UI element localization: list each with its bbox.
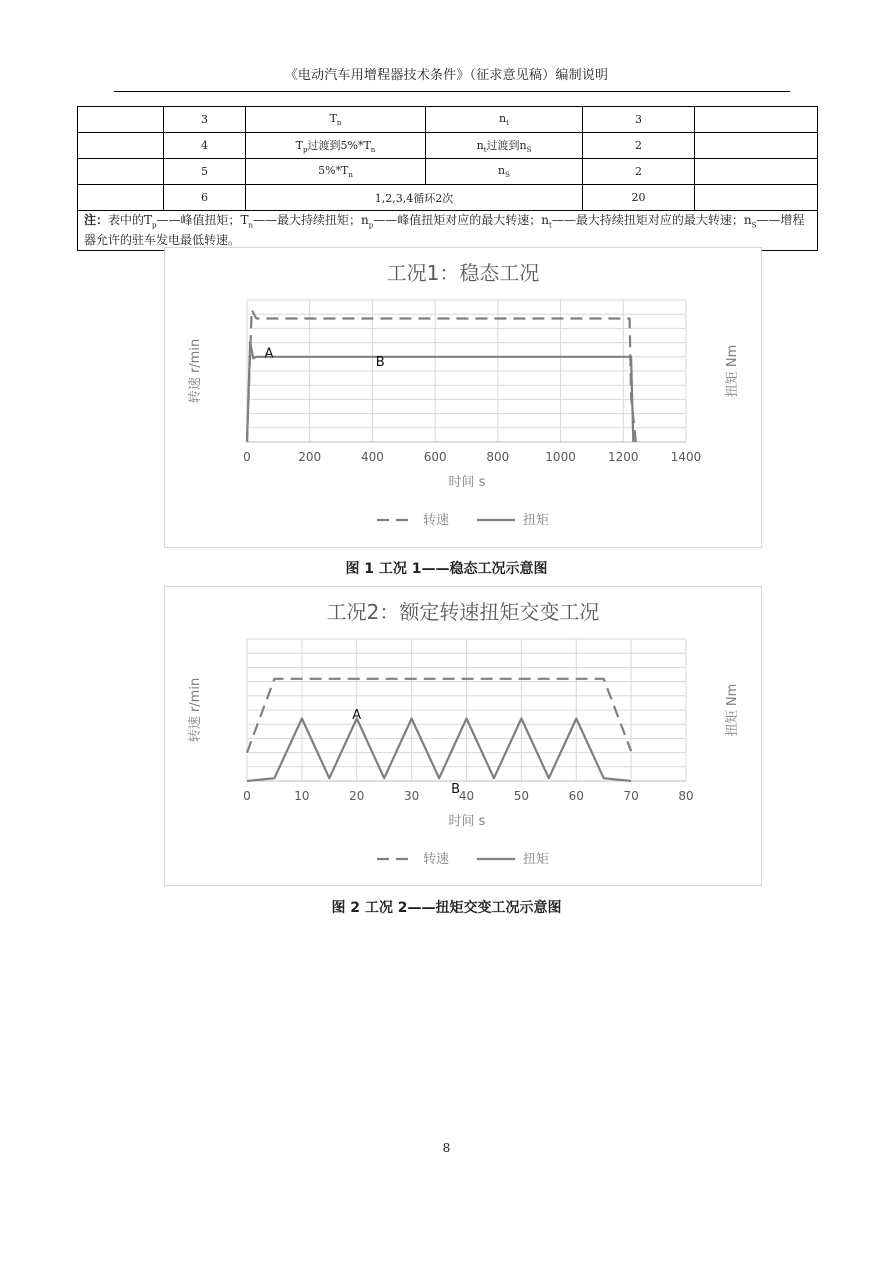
series-line-转速 bbox=[247, 310, 636, 442]
y-axis-right-label: 扭矩 Nm bbox=[725, 683, 740, 737]
table-note-row bbox=[78, 211, 818, 251]
table-row bbox=[78, 185, 818, 211]
torque-cell: $5\%*T_n$ bbox=[246, 159, 426, 185]
x-tick-label: 1400 bbox=[670, 450, 702, 464]
x-tick-label: 20 bbox=[349, 789, 365, 803]
series-line-扭矩 bbox=[247, 719, 631, 782]
time-cell: 20 bbox=[583, 185, 695, 211]
x-axis-label: 时间 s bbox=[448, 814, 486, 829]
x-tick-label: 0 bbox=[243, 789, 251, 803]
page-header: 《电动汽车用增程器技术条件》（征求意见稿）编制说明 bbox=[284, 68, 609, 83]
chart-torque-alternating bbox=[165, 587, 761, 885]
table-note: 注：表中的$T_p——$峰值扭矩；$T_n——$最大持续扭矩；$n_p——$峰值扭矩对应的最大转速；$n_t——$最大持续扭矩对应的最大转速；$n_S——$增程器允许的驻车发电最低转速。 bbox=[78, 211, 818, 251]
time-cell: 3 bbox=[583, 107, 695, 133]
table-row bbox=[78, 133, 818, 159]
x-tick-label: 600 bbox=[423, 450, 447, 464]
step-number: 6 bbox=[164, 185, 246, 211]
time-cell: 2 bbox=[583, 159, 695, 185]
x-tick-label: 200 bbox=[298, 450, 322, 464]
figure-1-caption: 图 1 工况 1——稳态工况示意图 bbox=[345, 561, 548, 577]
legend-label: 转速 bbox=[423, 513, 450, 528]
x-tick-label: 70 bbox=[623, 789, 639, 803]
figure-2-caption: 图 2 工况 2——扭矩交变工况示意图 bbox=[331, 900, 562, 916]
chart-1-frame bbox=[164, 247, 762, 548]
page-number: 8 bbox=[442, 1141, 451, 1155]
header-rule bbox=[114, 91, 790, 92]
table-row bbox=[78, 107, 818, 133]
x-tick-label: 0 bbox=[243, 450, 251, 464]
step-number: 5 bbox=[164, 159, 246, 185]
chart-title: 工况2：额定转速扭矩交变工况 bbox=[326, 600, 600, 624]
torque-cell: $T_p$过渡到$5\%*T_n$ bbox=[246, 133, 426, 159]
table-row bbox=[78, 159, 818, 185]
cycle-cell: 1,2,3,4循环2次 bbox=[246, 185, 583, 211]
x-tick-label: 1000 bbox=[545, 450, 576, 464]
x-tick-label: 80 bbox=[678, 789, 694, 803]
x-tick-label: 1200 bbox=[608, 450, 639, 464]
x-tick-label: 60 bbox=[568, 789, 584, 803]
speed-cell: $n_t$过渡到$n_S$ bbox=[426, 133, 583, 159]
chart-steady-state bbox=[165, 248, 761, 547]
speed-cell: $n_S$ bbox=[426, 159, 583, 185]
test-cycle-table bbox=[77, 106, 818, 251]
x-tick-label: 400 bbox=[360, 450, 384, 464]
step-number: 4 bbox=[164, 133, 246, 159]
x-tick-label: 30 bbox=[403, 789, 420, 803]
chart-title: 工况1：稳态工况 bbox=[386, 261, 540, 285]
x-tick-label: 10 bbox=[294, 789, 310, 803]
y-axis-right-label: 扭矩 Nm bbox=[725, 344, 740, 398]
series-line-转速 bbox=[247, 679, 631, 753]
annotation-label: B bbox=[375, 354, 385, 370]
torque-cell: $T_n$ bbox=[246, 107, 426, 133]
annotation-label: A bbox=[352, 708, 362, 724]
y-axis-left-label: 转速 r/min bbox=[188, 677, 203, 743]
x-axis-label: 时间 s bbox=[448, 475, 486, 490]
annotation-label: B bbox=[451, 782, 460, 797]
time-cell: 2 bbox=[583, 133, 695, 159]
speed-cell: $n_t$ bbox=[426, 107, 583, 133]
x-tick-label: 40 bbox=[458, 789, 475, 803]
y-axis-left-label: 转速 r/min bbox=[188, 338, 203, 404]
annotation-label: A bbox=[264, 346, 274, 362]
x-tick-label: 800 bbox=[486, 450, 510, 464]
legend-label: 扭矩 bbox=[523, 852, 550, 867]
chart-2-frame bbox=[164, 586, 762, 886]
step-number: 3 bbox=[164, 107, 246, 133]
legend-label: 转速 bbox=[423, 852, 450, 867]
x-tick-label: 50 bbox=[513, 789, 530, 803]
series-line-扭矩 bbox=[247, 343, 633, 442]
legend-label: 扭矩 bbox=[523, 513, 550, 528]
